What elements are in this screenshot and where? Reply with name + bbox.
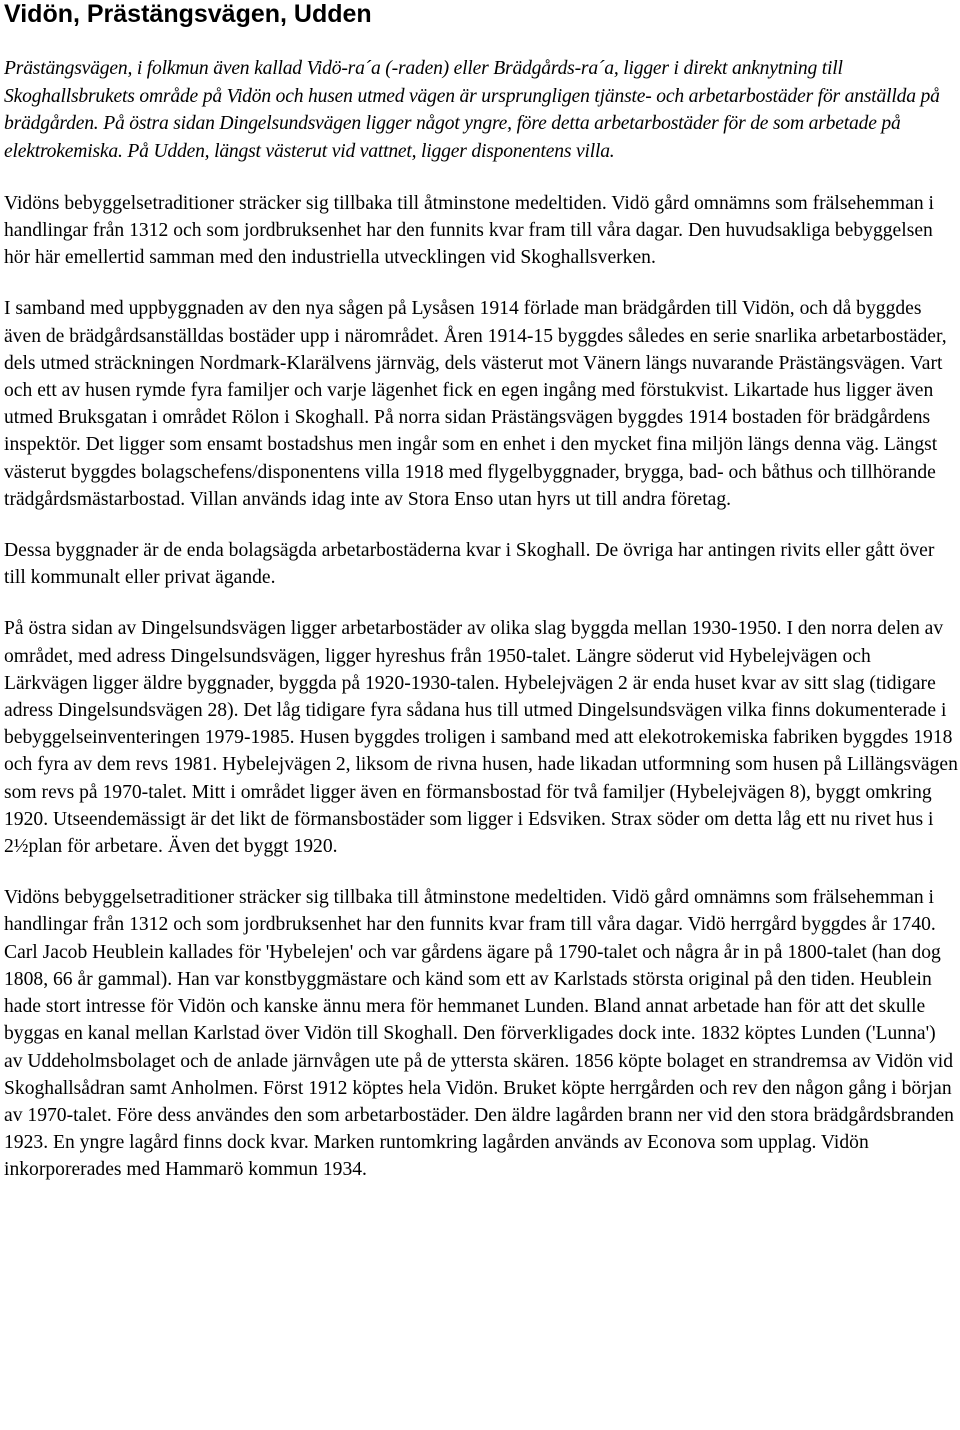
body-paragraph-2: I samband med uppbyggnaden av den nya sågen på Lysåsen 1914 förlade man brädgården till Vidön, och då byggdes även de brädgårdsanställdas bostäder upp i närområdet. Åren 1914-15 byggdes således en serie snarlika arbetarbostäder, dels utmed sträckningen Nordmark-Klarälvens järnväg, dels västerut mot Vänern längs nuvarande Prästängsvägen. Vart och ett av husen rymde fyra familjer och varje lägenhet fick en egen ingång med förstukvist. Likartade hus ligger även utmed Bruksgatan i området Rölon i Skoghall. På norra sidan Prästängsvägen byggdes 1914 bostaden för brädgårdens inspektör. Det ligger som ensamt bostadshus men ingår som en enhet i den mycket fina miljön längs denna väg. Längst västerut byggdes bolagschefens/disponentens villa 1918 med flygelbyggnader, brygga, bad- och båthus och tillhörande trädgårdsmästarbostad. Villan används idag inte av Stora Enso utan hyrs ut till andra företag.: [4, 298, 947, 510]
body-paragraph-3: Dessa byggnader är de enda bolagsägda arbetarbostäderna kvar i Skoghall. De övriga har antingen rivits eller gått över till kommunalt eller privat ägande.: [4, 540, 935, 589]
body-paragraph-1: Vidöns bebyggelsetraditioner sträcker sig tillbaka till åtminstone medeltiden. Vidö gård omnämns som frälsehemman i handlingar från 1312 och som jordbruksenhet har den funnits kvar fram till våra dagar. Den huvudsakliga bebyggelsen hör här emellertid samman med den industriella utvecklingen vid Skoghallsverken.: [4, 192, 934, 269]
intro-paragraph: Prästängsvägen, i folkmun även kallad Vidö-ra´a (-raden) eller Brädgårds-ra´a, ligger i direkt anknytning till Skoghallsbrukets område på Vidön och husen utmed vägen är ursprungligen tjänste- och arbetarbostäder för anställda på brädgården. På östra sidan Dingelsundsvägen ligger något yngre, före detta arbetarbostäder för de som arbetade på elektrokemiska. På Udden, längst västerut vid vattnet, ligger disponentens villa.: [4, 58, 940, 163]
page-title: Vidön, Prästängsvägen, Udden: [4, 0, 372, 28]
body-paragraph-4: På östra sidan av Dingelsundsvägen ligger arbetarbostäder av olika slag byggda mellan 1930-1950. I den norra delen av området, med adress Dingelsundsvägen, ligger hyreshus från 1950-talet. Längre söderut vid Hybelejvägen och Lärkvägen ligger äldre byggnader, byggda på 1920-1930-talen. Hybelejvägen 2 är enda huset kvar av sitt slag (tidigare adress Dingelsundsvägen 28). Det låg tidigare fyra sådana hus till utmed Dingelsundsvägen vilka finns dokumenterade i bebyggelseinventeringen 1979-1985. Husen byggdes troligen i samband med att elekotrokemiska fabriken byggdes 1918 och fyra av dem revs 1981. Hybelejvägen 2, liksom de rivna husen, hade likadan utformning som husen på Lillängsvägen som revs på 1970-talet. Mitt i området ligger även en förmansbostad för två familjer (Hybelejvägen 8), byggt omkring 1920. Utseendemässigt är det likt de förmansbostäder som ligger i Edsviken. Strax söder om detta låg ett nu rivet hus i 2½plan för arbetare. Även det byggt 1920.: [4, 618, 958, 858]
body-paragraph-5: Vidöns bebyggelsetraditioner sträcker sig tillbaka till åtminstone medeltiden. Vidö gård omnämns som frälsehemman i handlingar från 1312 och som jordbruksenhet har den funnits kvar fram till våra dagar. Vidö herrgård byggdes år 1740. Carl Jacob Heublein kallades för 'Hybelejen' och var gårdens ägare på 1790-talet och några år in på 1800-talet (han dog 1808, 66 år gammal). Han var konstbyggmästare och känd som ett av Karlstads största original på den tiden. Heublein hade stort intresse för Vidön och kanske ännu mera för hemmanet Lunden. Bland annat arbetade han för att det skulle byggas en kanal mellan Karlstad över Vidön till Skoghall. Den förverkligades dock inte. 1832 köptes Lunden ('Lunna') av Uddeholmsbolaget och de anlade järnvågen ute på de yttersta skären. 1856 köpte bolaget en strandremsa av Vidön vid Skoghallsådran samt Anholmen. Först 1912 köptes hela Vidön. Bruket köpte herrgården och rev den någon gång i början av 1970-talet. Före dess användes den som arbetarbostäder. Den äldre lagården brann ner vid den stora brädgårdsbranden 1923. En yngre lagård finns dock kvar. Marken runtomkring lagården används av Econova som upplag. Vidön inkorporerades med Hammarö kommun 1934.: [4, 887, 954, 1181]
document-page: [4, 0, 958, 1184]
